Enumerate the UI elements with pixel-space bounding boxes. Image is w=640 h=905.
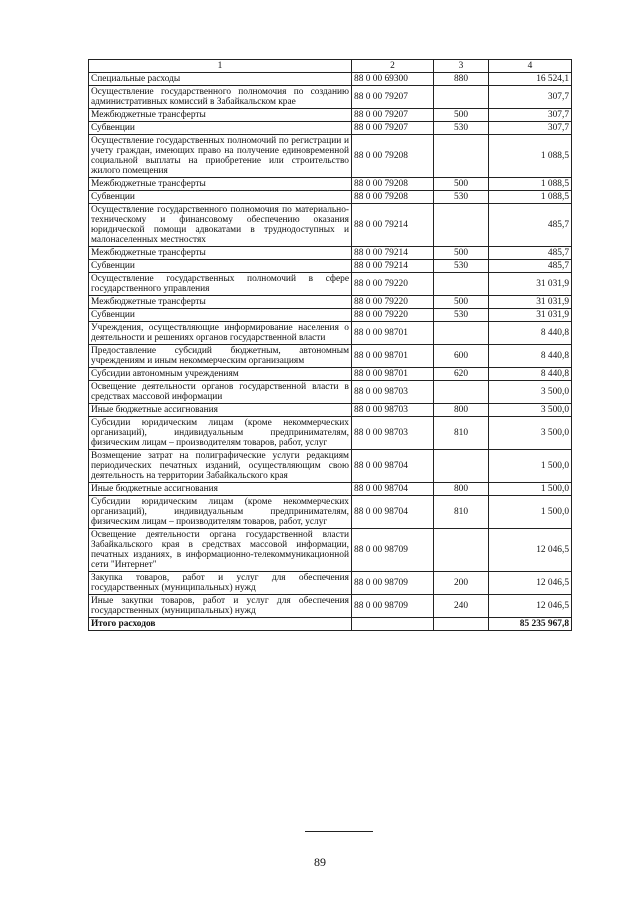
row-name: Иные бюджетные ассигнования bbox=[89, 483, 352, 496]
row-amount: 485,7 bbox=[489, 247, 572, 260]
row-amount: 31 031,9 bbox=[489, 296, 572, 309]
table-row bbox=[89, 345, 572, 368]
row-name: Осуществление государственных полномочий по регистрации и учету граждан, имеющих право на получение единовременной социальной выплаты на приобретение или строительство жилого помещения bbox=[89, 135, 352, 178]
row-amount: 307,7 bbox=[489, 109, 572, 122]
row-type: 810 bbox=[434, 496, 489, 529]
row-name: Межбюджетные трансферты bbox=[89, 109, 352, 122]
row-type bbox=[434, 273, 489, 296]
row-amount: 16 524,1 bbox=[489, 73, 572, 86]
row-name: Закупка товаров, работ и услуг для обеспечения государственных (муниципальных) нужд bbox=[89, 572, 352, 595]
row-code: 88 0 00 98709 bbox=[352, 529, 434, 572]
row-type bbox=[434, 322, 489, 345]
table-row bbox=[89, 417, 572, 450]
table-row bbox=[89, 309, 572, 322]
row-type bbox=[434, 86, 489, 109]
row-type: 800 bbox=[434, 404, 489, 417]
table-row bbox=[89, 595, 572, 618]
header-col-4: 4 bbox=[489, 60, 572, 73]
row-code: 88 0 00 79207 bbox=[352, 122, 434, 135]
row-name: Субвенции bbox=[89, 260, 352, 273]
row-code: 88 0 00 98701 bbox=[352, 368, 434, 381]
table-row bbox=[89, 322, 572, 345]
row-amount: 31 031,9 bbox=[489, 273, 572, 296]
row-type: 500 bbox=[434, 178, 489, 191]
table-row bbox=[89, 73, 572, 86]
row-code: 88 0 00 79220 bbox=[352, 309, 434, 322]
row-type bbox=[434, 529, 489, 572]
row-type: 800 bbox=[434, 483, 489, 496]
row-code: 88 0 00 79214 bbox=[352, 260, 434, 273]
row-code: 88 0 00 69300 bbox=[352, 73, 434, 86]
row-type: 810 bbox=[434, 417, 489, 450]
total-label: Итого расходов bbox=[89, 618, 352, 631]
table-row bbox=[89, 109, 572, 122]
row-code: 88 0 00 79208 bbox=[352, 191, 434, 204]
table-row bbox=[89, 450, 572, 483]
table-row bbox=[89, 273, 572, 296]
row-amount: 1 088,5 bbox=[489, 178, 572, 191]
row-code: 88 0 00 79207 bbox=[352, 109, 434, 122]
row-code: 88 0 00 79207 bbox=[352, 86, 434, 109]
row-type bbox=[434, 135, 489, 178]
row-name: Межбюджетные трансферты bbox=[89, 247, 352, 260]
row-name: Межбюджетные трансферты bbox=[89, 178, 352, 191]
row-amount: 3 500,0 bbox=[489, 417, 572, 450]
row-name: Субвенции bbox=[89, 191, 352, 204]
row-type bbox=[434, 381, 489, 404]
total-type bbox=[434, 618, 489, 631]
row-code: 88 0 00 79214 bbox=[352, 204, 434, 247]
row-name: Возмещение затрат на полиграфические услуги редакциям периодических печатных изданий, осуществляющим свою деятельность на территории Забайкальского края bbox=[89, 450, 352, 483]
row-type: 500 bbox=[434, 247, 489, 260]
table-row bbox=[89, 404, 572, 417]
row-amount: 1 088,5 bbox=[489, 191, 572, 204]
row-code: 88 0 00 98704 bbox=[352, 483, 434, 496]
row-type: 200 bbox=[434, 572, 489, 595]
row-name: Субвенции bbox=[89, 122, 352, 135]
row-code: 88 0 00 98701 bbox=[352, 345, 434, 368]
budget-table bbox=[88, 59, 572, 631]
row-type: 530 bbox=[434, 122, 489, 135]
table-row bbox=[89, 368, 572, 381]
row-code: 88 0 00 98709 bbox=[352, 595, 434, 618]
page-number: 89 bbox=[314, 855, 326, 869]
table-row bbox=[89, 296, 572, 309]
row-type: 240 bbox=[434, 595, 489, 618]
table-row bbox=[89, 122, 572, 135]
row-amount: 1 088,5 bbox=[489, 135, 572, 178]
row-name: Иные закупки товаров, работ и услуг для обеспечения государственных (муниципальных) нужд bbox=[89, 595, 352, 618]
row-amount: 307,7 bbox=[489, 122, 572, 135]
row-type: 620 bbox=[434, 368, 489, 381]
table-row bbox=[89, 529, 572, 572]
total-row bbox=[89, 618, 572, 631]
row-type bbox=[434, 450, 489, 483]
row-amount: 1 500,0 bbox=[489, 496, 572, 529]
row-name: Субсидии автономным учреждениям bbox=[89, 368, 352, 381]
row-name: Предоставление субсидий бюджетным, автономным учреждениям и иным некоммерческим организациям bbox=[89, 345, 352, 368]
table-row bbox=[89, 178, 572, 191]
row-amount: 1 500,0 bbox=[489, 483, 572, 496]
row-name: Освещение деятельности органов государственной власти в средствах массовой информации bbox=[89, 381, 352, 404]
row-amount: 12 046,5 bbox=[489, 529, 572, 572]
row-code: 88 0 00 98703 bbox=[352, 381, 434, 404]
row-name: Иные бюджетные ассигнования bbox=[89, 404, 352, 417]
row-type bbox=[434, 204, 489, 247]
row-code: 88 0 00 79214 bbox=[352, 247, 434, 260]
header-col-1: 1 bbox=[89, 60, 352, 73]
table-body bbox=[89, 73, 572, 618]
row-name: Осуществление государственных полномочий в сфере государственного управления bbox=[89, 273, 352, 296]
row-amount: 8 440,8 bbox=[489, 368, 572, 381]
row-name: Субсидии юридическим лицам (кроме некоммерческих организаций), индивидуальным предпринимателям, физическим лицам – производителям товаров, работ, услуг bbox=[89, 496, 352, 529]
row-amount: 31 031,9 bbox=[489, 309, 572, 322]
table-row bbox=[89, 572, 572, 595]
row-name: Специальные расходы bbox=[89, 73, 352, 86]
row-amount: 485,7 bbox=[489, 260, 572, 273]
row-amount: 307,7 bbox=[489, 86, 572, 109]
table-row bbox=[89, 381, 572, 404]
table-row bbox=[89, 483, 572, 496]
row-code: 88 0 00 79220 bbox=[352, 296, 434, 309]
row-code: 88 0 00 98703 bbox=[352, 404, 434, 417]
row-name: Межбюджетные трансферты bbox=[89, 296, 352, 309]
row-code: 88 0 00 98704 bbox=[352, 496, 434, 529]
row-type: 500 bbox=[434, 109, 489, 122]
row-code: 88 0 00 98704 bbox=[352, 450, 434, 483]
row-amount: 12 046,5 bbox=[489, 595, 572, 618]
row-type: 530 bbox=[434, 309, 489, 322]
table-row bbox=[89, 86, 572, 109]
table-row bbox=[89, 204, 572, 247]
table-row bbox=[89, 260, 572, 273]
row-amount: 3 500,0 bbox=[489, 404, 572, 417]
row-amount: 485,7 bbox=[489, 204, 572, 247]
row-type: 600 bbox=[434, 345, 489, 368]
row-name: Учреждения, осуществляющие информирование населения о деятельности и решениях органов государственной власти bbox=[89, 322, 352, 345]
row-amount: 12 046,5 bbox=[489, 572, 572, 595]
row-type: 500 bbox=[434, 296, 489, 309]
row-type: 530 bbox=[434, 191, 489, 204]
row-amount: 8 440,8 bbox=[489, 322, 572, 345]
row-code: 88 0 00 98709 bbox=[352, 572, 434, 595]
table-row bbox=[89, 247, 572, 260]
row-name: Субвенции bbox=[89, 309, 352, 322]
table-row bbox=[89, 135, 572, 178]
row-amount: 1 500,0 bbox=[489, 450, 572, 483]
header-col-2: 2 bbox=[352, 60, 434, 73]
header-col-3: 3 bbox=[434, 60, 489, 73]
row-type: 880 bbox=[434, 73, 489, 86]
row-name: Осуществление государственного полномочия по материально-техническому и финансовому обеспечению оказания юридической помощи адвокатами в труднодоступных и малонаселенных местностях bbox=[89, 204, 352, 247]
row-code: 88 0 00 79220 bbox=[352, 273, 434, 296]
row-code: 88 0 00 79208 bbox=[352, 135, 434, 178]
table-header-row bbox=[89, 60, 572, 73]
row-code: 88 0 00 98703 bbox=[352, 417, 434, 450]
table-row bbox=[89, 496, 572, 529]
row-name: Осуществление государственного полномочия по созданию административных комиссий в Забайкальском крае bbox=[89, 86, 352, 109]
total-code bbox=[352, 618, 434, 631]
row-amount: 3 500,0 bbox=[489, 381, 572, 404]
footer-rule bbox=[305, 831, 373, 832]
row-type: 530 bbox=[434, 260, 489, 273]
row-amount: 8 440,8 bbox=[489, 345, 572, 368]
row-code: 88 0 00 98701 bbox=[352, 322, 434, 345]
total-amount: 85 235 967,8 bbox=[489, 618, 572, 631]
row-name: Субсидии юридическим лицам (кроме некоммерческих организаций), индивидуальным предпринимателям, физическим лицам – производителям товаров, работ, услуг bbox=[89, 417, 352, 450]
row-code: 88 0 00 79208 bbox=[352, 178, 434, 191]
row-name: Освещение деятельности органа государственной власти Забайкальского края в средствах массовой информации, печатных изданиях, в информационно-телекоммуникационной сети "Интернет" bbox=[89, 529, 352, 572]
table-row bbox=[89, 191, 572, 204]
